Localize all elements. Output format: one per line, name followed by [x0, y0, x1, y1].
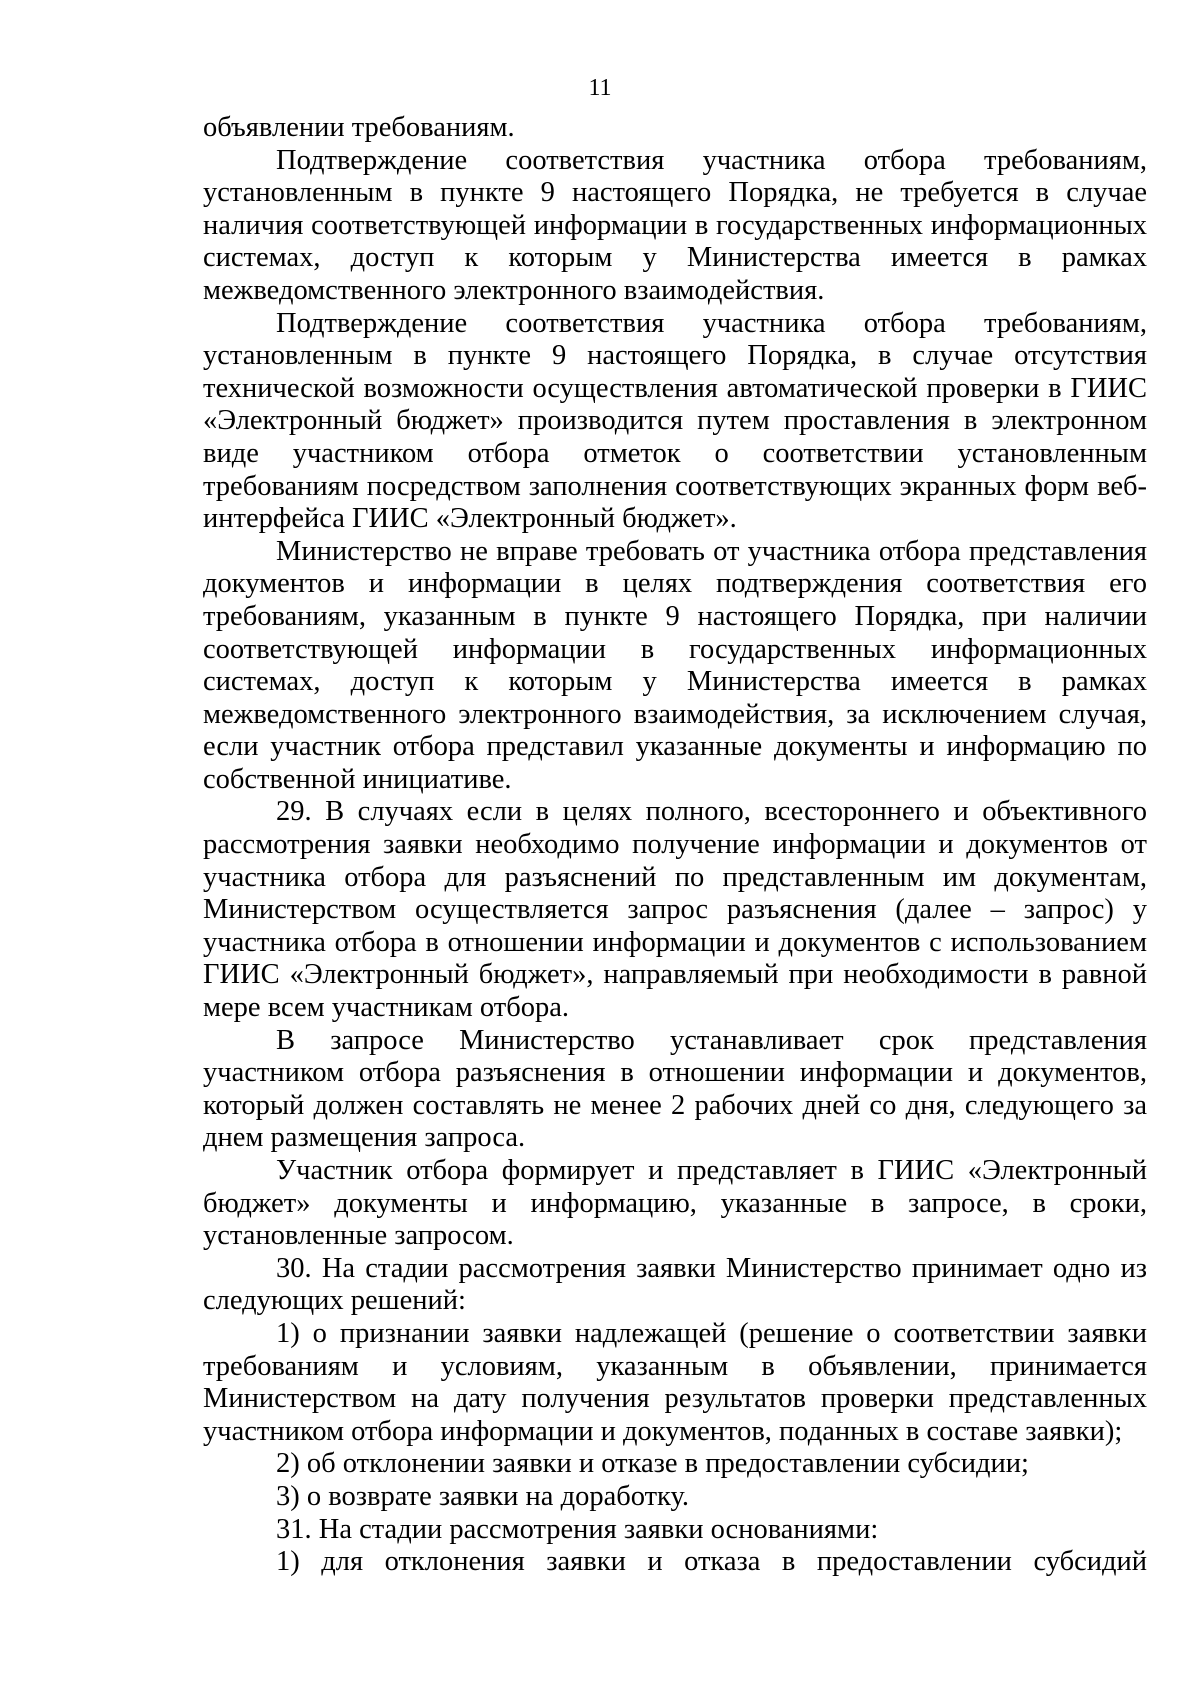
paragraph: 3) о возврате заявки на доработку. — [276, 1480, 690, 1512]
paragraph: объявлении требованиям. — [203, 112, 515, 143]
page-number: 11 — [588, 75, 612, 101]
paragraph: 2) об отклонении заявки и отказе в предоставлении субсидии; — [276, 1448, 1029, 1480]
paragraph: 1) о признании заявки надлежащей (решение о соответствии заявки требованиям и условиям, указанным в объявлении, принимается Министерством на дату получения результатов проверки представленных участником отбора информации и документов, поданных в составе заявки); — [203, 1317, 1147, 1447]
paragraph: Подтверждение соответствия участника отбора требованиям, установленным в пункте 9 настоящего Порядка, не требуется в случае наличия соответствующей информации в государственных информационных системах, доступ к которым у Министерства имеется в рамках межведомственного электронного взаимодействия. — [203, 144, 1147, 306]
paragraph: В запросе Министерство устанавливает срок представления участником отбора разъяснения в отношении информации и документов, который должен составлять не менее 2 рабочих дней со дня, следующего за днем размещения запроса. — [203, 1024, 1147, 1154]
paragraph: Участник отбора формирует и представляет в ГИИС «Электронный бюджет» документы и информацию, указанные в запросе, в сроки, установленные запросом. — [203, 1155, 1147, 1252]
paragraph: Министерство не вправе требовать от участника отбора представления документов и информации в целях подтверждения соответствия его требованиям, указанным в пункте 9 настоящего Порядка, при наличии соответствующей информации в государственных информационных системах, доступ к которым у Министерства имеется в рамках межведомственного электронного взаимодействия, за исключением случая, если участник отбора представил указанные документы и информацию по собственной инициативе. — [203, 535, 1147, 795]
paragraph: 30. На стадии рассмотрения заявки Министерство принимает одно из следующих решений: — [203, 1252, 1147, 1317]
paragraph: 29. В случаях если в целях полного, всестороннего и объективного рассмотрения заявки необходимо получение информации и документов от участника отбора для разъяснений по представленным им документам, Министерством осуществляется запрос разъяснения (далее – запрос) у участника отбора в отношении информации и документов с использованием ГИИС «Электронный бюджет», направляемый при необходимости в равной мере всем участникам отбора. — [203, 796, 1147, 1024]
paragraph: 1) для отклонения заявки и отказа в предоставлении субсидий — [276, 1546, 1147, 1578]
paragraph: Подтверждение соответствия участника отбора требованиям, установленным в пункте 9 настоящего Порядка, в случае отсутствия технической возможности осуществления автоматической проверки в ГИИС «Электронный бюджет» производится путем проставления в электронном виде участником отбора отметок о соответствии установленным требованиям посредством заполнения соответствующих экранных форм веб-интерфейса ГИИС «Электронный бюджет». — [203, 307, 1147, 535]
document-body — [203, 112, 1147, 1579]
paragraph: 31. На стадии рассмотрения заявки основаниями: — [276, 1513, 879, 1545]
